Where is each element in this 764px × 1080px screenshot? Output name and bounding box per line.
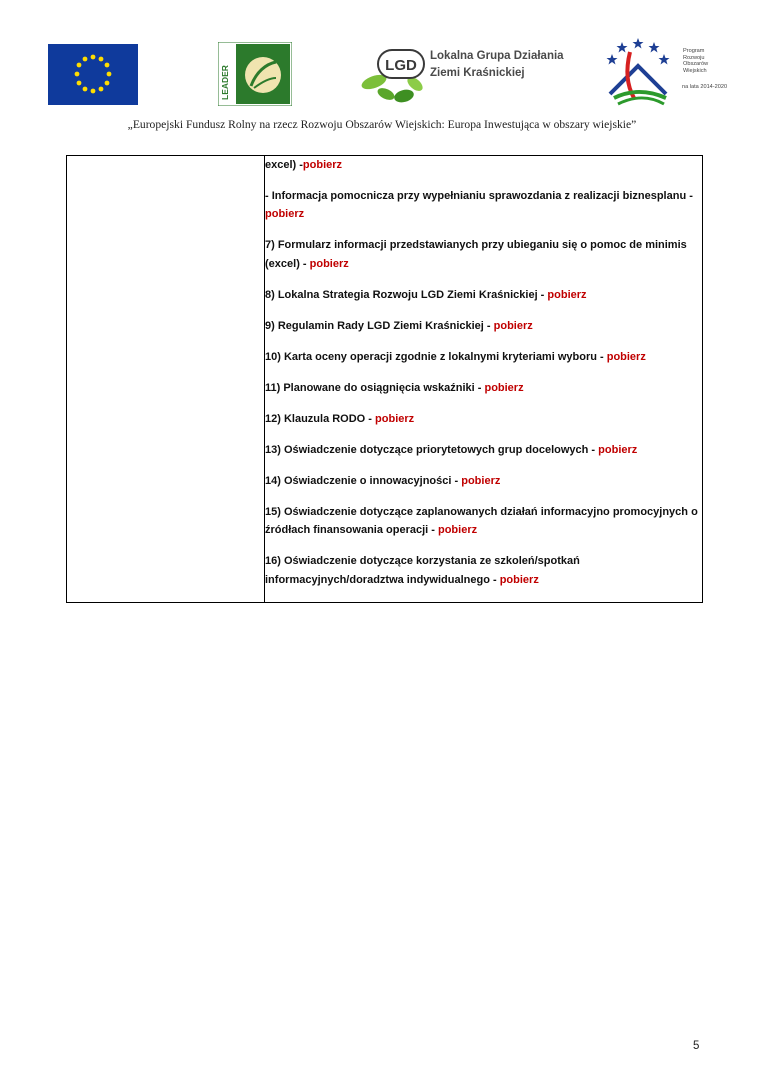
entry-text: 8) Lokalna Strategia Rozwoju LGD Ziemi Kraśnickiej - [265,288,548,301]
entry-text: 15) Oświadczenie dotyczące zaplanowanych działań informacyjno promocyjnych o źródłach finansowania operacji - [265,505,698,536]
entry-text: - Informacja pomocnicza przy wypełnianiu sprawozdania z realizacji biznesplanu - [265,189,693,202]
leader-icon [218,42,292,106]
lgd-logo [360,42,570,106]
lgd-title-line1: Lokalna Grupa Działania [430,50,564,62]
download-link[interactable]: pobierz [375,412,415,425]
entry-text: 13) Oświadczenie dotyczące priorytetowych grup docelowych - [265,443,599,456]
download-link[interactable]: pobierz [606,350,646,363]
list-item [265,187,702,224]
download-link[interactable]: pobierz [461,474,501,487]
eu-flag-icon [48,44,138,105]
list-item [265,503,702,540]
lgd-badge-text: LGD [385,57,417,74]
table-left-cell [67,156,265,603]
entry-text: 10) Karta oceny operacji zgodnie z lokalnymi kryteriami wyboru - [265,350,607,363]
prow-years: na lata 2014-2020 [682,84,728,90]
list-item [265,472,702,491]
list-item [265,410,702,429]
prow-title [683,48,708,74]
page-number: 5 [693,1040,700,1052]
lgd-title [430,48,564,82]
download-link[interactable]: pobierz [499,573,539,586]
leader-text: LEADER [220,65,230,100]
download-link[interactable]: pobierz [437,524,478,536]
documents-table [66,155,703,603]
entry-text: 12) Klauzula RODO - [265,412,376,425]
download-link[interactable]: pobierz [598,443,638,456]
entry-text: 11) Planowane do osiągnięcia wskaźniki - [265,381,485,394]
list-item [265,286,702,305]
prow-line: Program [683,48,705,54]
download-link[interactable]: pobierz [484,381,524,394]
list-item [265,348,702,367]
download-link[interactable]: pobierz [493,319,533,332]
prow-icon [600,32,680,110]
lgd-title-line2: Ziemi Kraśnickiej [430,67,525,79]
prow-line: Obszarów [683,61,709,68]
table-row [67,156,703,603]
eu-flag-logo [48,44,138,105]
download-link[interactable]: pobierz [265,208,305,220]
leaves-icon [360,42,430,106]
download-link[interactable]: pobierz [309,257,349,270]
entry-text: 9) Regulamin Rady LGD Ziemi Kraśnickiej - [265,319,494,332]
list-item [265,552,702,589]
prow-logo [600,32,728,110]
entry-text: 14) Oświadczenie o innowacyjności - [265,474,462,487]
entry-text: 16) Oświadczenie dotyczące korzystania ze szkoleń/spotkań informacyjnych/doradztwa indywidualnego - [265,555,580,586]
list-item [265,236,702,273]
download-link[interactable]: pobierz [302,159,343,171]
table-right-cell [265,156,703,603]
entry-text: 7) Formularz informacji przedstawianych przy ubieganiu się o pomoc de minimis (excel) - [265,239,687,270]
list-item [265,317,702,336]
download-link[interactable]: pobierz [547,288,587,301]
list-item [265,156,702,175]
list-item [265,441,702,460]
prow-line: Rozwoju [683,54,705,61]
list-item [265,379,702,398]
leader-logo [218,42,292,106]
entry-text: excel) - [265,159,303,171]
prow-line: Wiejskich [683,67,707,74]
eu-motto: „Europejski Fundusz Rolny na rzecz Rozwoju Obszarów Wiejskich: Europa Inwestująca w obszary wiejskie” [127,118,637,131]
